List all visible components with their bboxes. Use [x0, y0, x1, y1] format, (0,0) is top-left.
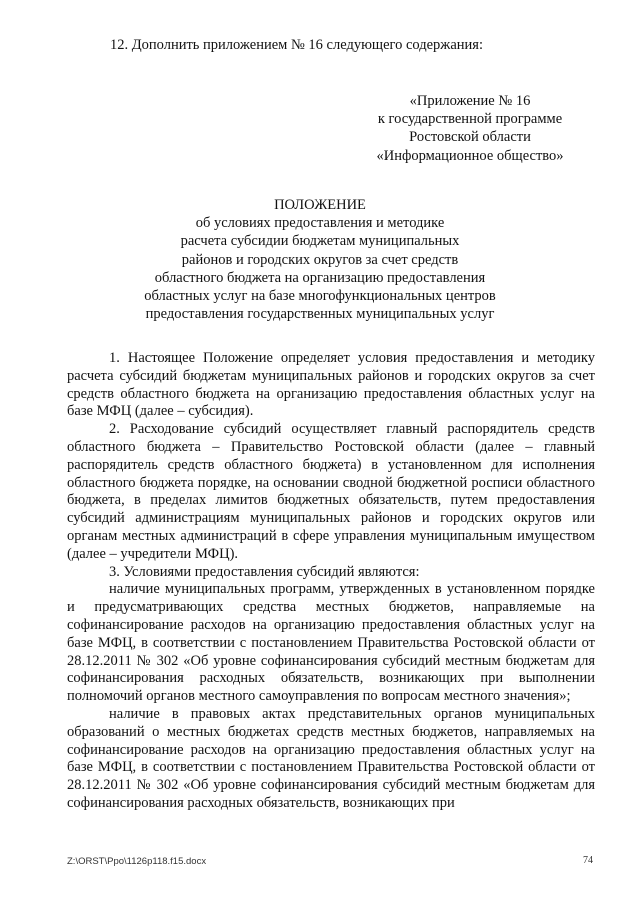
- paragraph-3: 3. Условиями предоставления субсидий являются:: [109, 563, 420, 580]
- footer-file-path: Z:\ORST\Ppo\1126p118.f15.docx: [67, 856, 207, 867]
- appendix-line: «Приложение № 16: [409, 93, 531, 109]
- footer-page-number: 74: [583, 855, 593, 866]
- title-line: областных услуг на базе многофункциональных центров: [144, 288, 496, 305]
- title-line: областного бюджета на организацию предоставления: [154, 269, 486, 286]
- paragraph-condition-1: наличие муниципальных программ, утвержденных в установленном порядке и предусматривающих средства местных бюджетов, направляемые на софинансирование расходов на организацию предоставления областных услуг на базе МФЦ, в соответствии с постановлением Правительства Ростовской области от 28.12.2011 № 302 «Об уровне софинансирования субсидий местным бюджетам для софинансирования расходных обязательств, возникающих при выполнении полномочий органов местного самоуправления по вопросам местного значения»;: [67, 581, 595, 705]
- appendix-line: Ростовской области: [409, 129, 531, 146]
- body-text: [67, 350, 595, 813]
- appendix-header: [355, 92, 585, 165]
- title-line: об условиях предоставления и методике: [195, 215, 445, 232]
- paragraph-2: 2. Расходование субсидий осуществляет главный распорядитель средств областного бюджета – Правительство Ростовской области (далее – главный распорядитель средств областного бюджета) в установленном для исполнения областного бюджета порядке, на основании сводной бюджетной росписи областного бюджета, в пределах лимитов бюджетных обязательств, путем предоставления субсидий администрациям муниципальных районов и городских округов или органам местных администраций в сфере управления муниципальным имуществом (далее – учредители МФЦ).: [67, 421, 595, 562]
- title-line: предоставления государственных муниципальных услуг: [145, 306, 495, 323]
- paragraph-condition-2: наличие в правовых актах представительных органов муниципальных образований о местных бюджетах средств местных бюджетов, направляемых на софинансирование расходов на организацию предоставления областных услуг на базе МФЦ, в соответствии с постановлением Правительства Ростовской области от 28.12.2011 № 302 «Об уровне софинансирования субсидий местным бюджетам для софинансирования расходных обязательств, возникающих при: [67, 705, 595, 811]
- appendix-line: «Информационное общество»: [376, 147, 564, 164]
- appendix-line: к государственной программе: [377, 111, 563, 128]
- title-heading: ПОЛОЖЕНИЕ: [274, 197, 366, 213]
- intro-line: 12. Дополнить приложением № 16 следующего содержания:: [110, 37, 483, 53]
- regulation-title: [70, 196, 570, 323]
- title-line: расчета субсидии бюджетам муниципальных: [180, 233, 460, 250]
- title-line: районов и городских округов за счет средств: [181, 251, 459, 268]
- paragraph-1: 1. Настоящее Положение определяет условия предоставления и методику расчета субсидий бюджетам муниципальных районов и городских округов за счет средств областного бюджета на организацию предоставления областных услуг на базе МФЦ (далее – субсидия).: [67, 350, 595, 420]
